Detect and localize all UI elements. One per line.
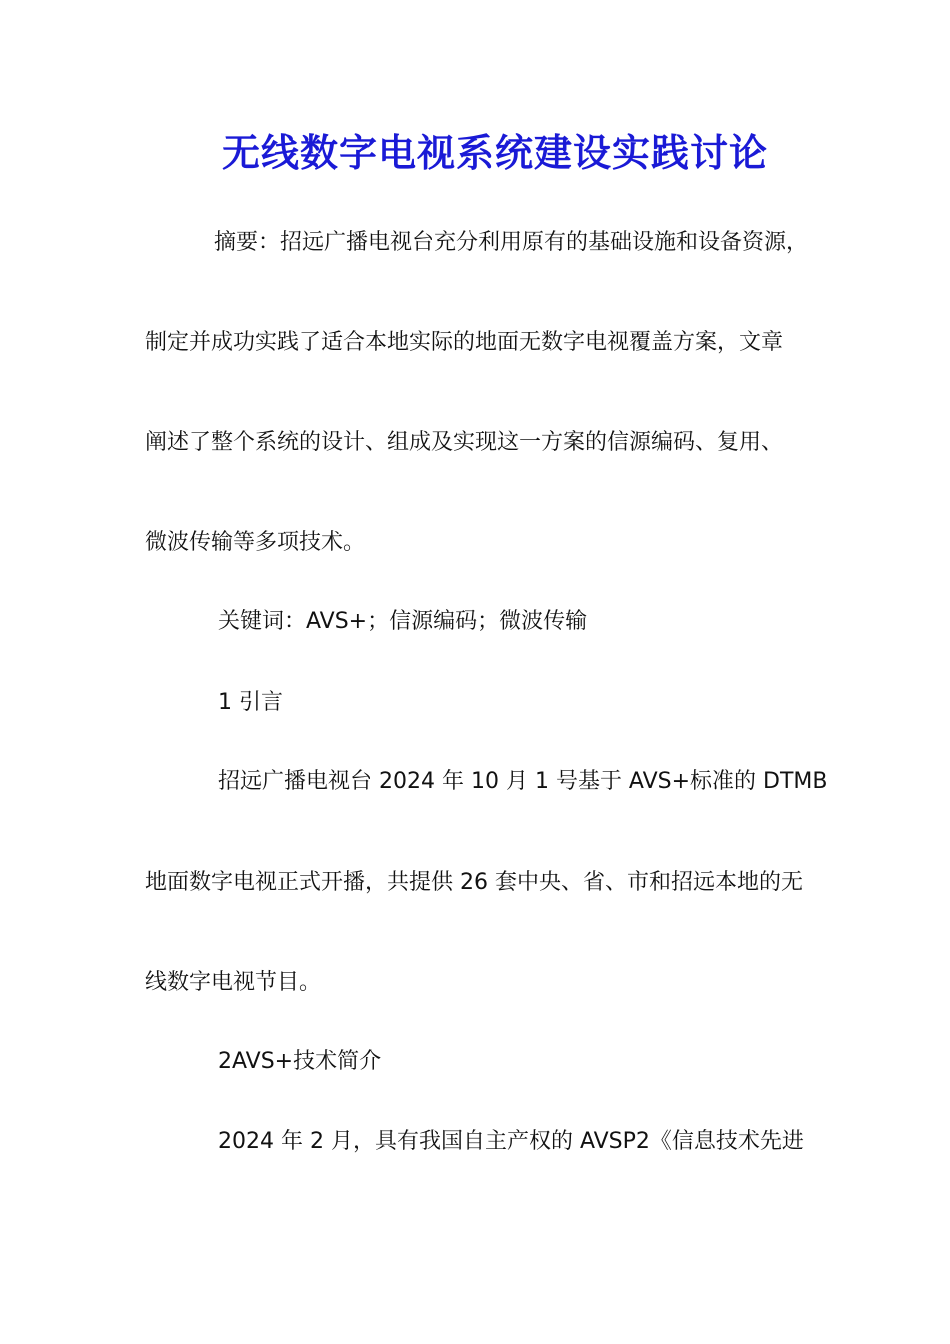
section2-heading: 2AVS+技术简介 [218,1049,382,1074]
abstract-line-4: 微波传输等多项技术。 [145,530,366,555]
section2-line-1: 2024 年 2 月，具有我国自主产权的 AVSP2《信息技术先进 [218,1129,804,1154]
section1-line-1: 招远广播电视台 2024 年 10 月 1 号基于 AVS+标准的 DTMB [218,769,828,794]
document-title: 无线数字电视系统建设实践讨论 [221,130,768,175]
keywords-line: 关键词：AVS+；信源编码；微波传输 [218,609,588,634]
section1-heading: 1 引言 [218,690,283,715]
section1-line-2: 地面数字电视正式开播，共提供 26 套中央、省、市和招远本地的无 [145,870,803,895]
abstract-line-2: 制定并成功实践了适合本地实际的地面无数字电视覆盖方案，文章 [145,330,784,355]
abstract-line-1: 摘要：招远广播电视台充分利用原有的基础设施和设备资源， [214,230,809,255]
section1-line-3: 线数字电视节目。 [145,970,322,995]
abstract-line-3: 阐述了整个系统的设计、组成及实现这一方案的信源编码、复用、 [145,430,784,455]
